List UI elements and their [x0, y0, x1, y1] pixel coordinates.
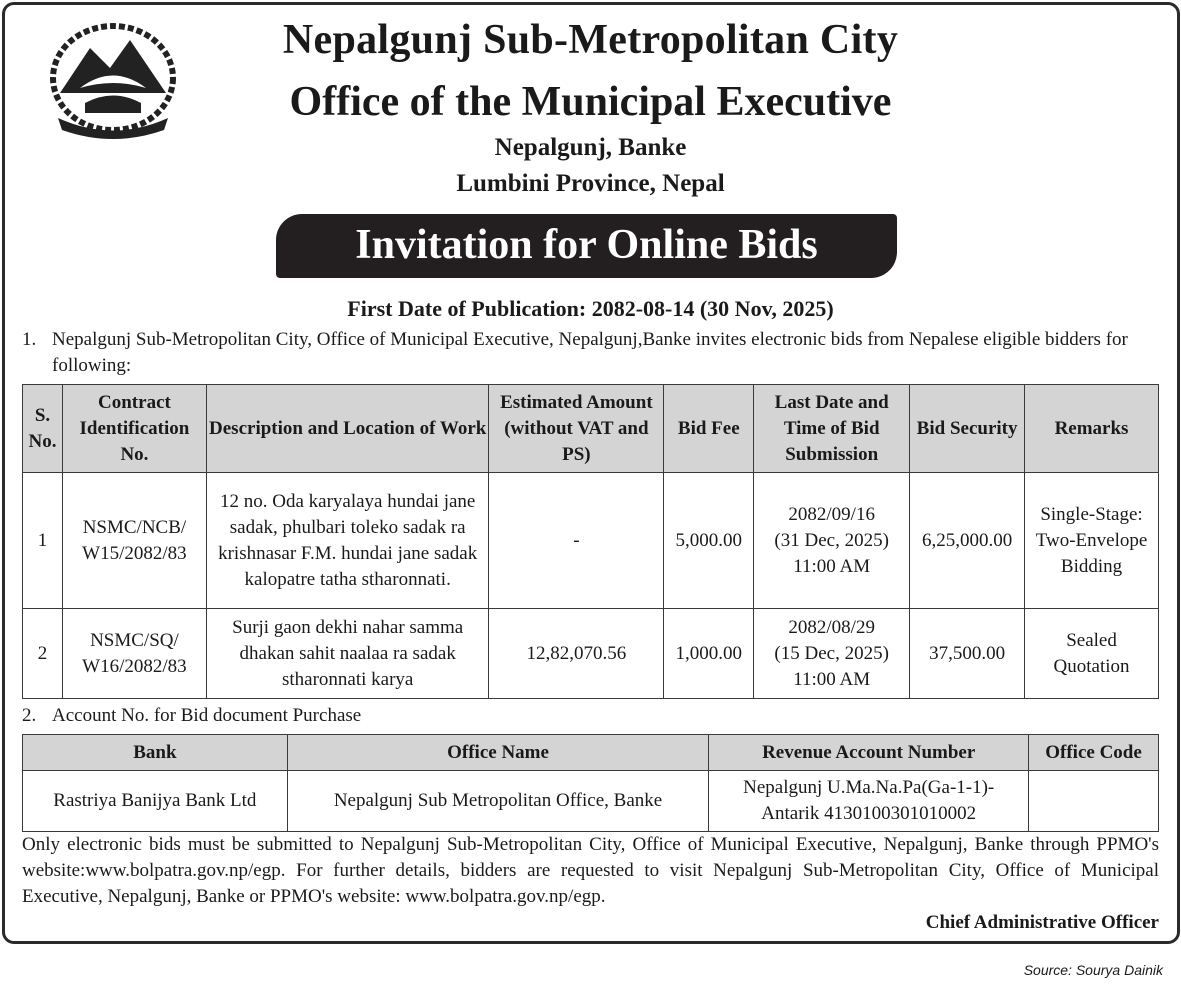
time: 11:00 AM [793, 668, 871, 690]
office-subtitle: Office of the Municipal Executive [289, 79, 892, 125]
intro-number: 1. [22, 329, 37, 350]
cell-remarks: Sealed Quotation [1025, 609, 1159, 699]
cell-fee: 5,000.00 [664, 473, 754, 609]
header-sn: S. No. [23, 385, 63, 473]
table-row [23, 609, 1159, 699]
account-table [22, 734, 1159, 832]
header-contract-id: Contract Identification No. [62, 385, 206, 473]
cell-contract-id: NSMC/NCB/ W15/2082/83 [62, 473, 206, 609]
header-revenue-account: Revenue Account Number [709, 735, 1029, 771]
cell-security: 6,25,000.00 [910, 473, 1025, 609]
header-description: Description and Location of Work [206, 385, 489, 473]
footer-paragraph: Only electronic bids must be submitted to Nepalgunj Sub-Metropolitan City, Office of Municipal Executive, Nepalgunj, Banke through PPMO's website:www.bolpatra.gov.np/egp. For further details, bidders are requested to visit Nepalgunj Sub-Metropolitan City, Office of Municipal Executive, Nepalgunj, Banke or PPMO's website: www.bolpatra.gov.np/egp. [22, 834, 1159, 907]
cell-bank: Rastriya Banijya Bank Ltd [23, 771, 288, 832]
header-office-code: Office Code [1029, 735, 1159, 771]
date-en: (15 Dec, 2025) [774, 642, 889, 664]
publication-date: First Date of Publication: 2082-08-14 (30 Nov, 2025) [347, 296, 834, 321]
table-row [23, 473, 1159, 609]
header-office-name: Office Name [287, 735, 709, 771]
cell-remarks: Single-Stage: Two-Envelope Bidding [1025, 473, 1159, 609]
header-last-date: Last Date and Time of Bid Submission [754, 385, 910, 473]
account-line-1: Nepalgunj U.Ma.Na.Pa(Ga-1-1)- [743, 777, 995, 798]
cell-fee: 1,000.00 [664, 609, 754, 699]
cell-description: 12 no. Oda karyalaya hundai jane sadak, phulbari toleko sadak ra krishnasar F.M. hundai jane sadak kalopatre tatha stharonnati. [206, 473, 489, 609]
office-title: Nepalgunj Sub-Metropolitan City [282, 17, 899, 63]
intro-paragraph [22, 327, 1162, 379]
time: 11:00 AM [793, 555, 871, 577]
account-heading [22, 703, 1162, 729]
table-header-row [23, 385, 1159, 473]
date-np: 2082/08/29 [788, 616, 875, 638]
signatory: Chief Administrative Officer [925, 912, 1159, 933]
cell-last-date [754, 473, 910, 609]
cell-office-name: Nepalgunj Sub Metropolitan Office, Banke [287, 771, 709, 832]
cell-amount: 12,82,070.56 [489, 609, 664, 699]
cell-sn: 2 [23, 609, 63, 699]
header-estimated-amount: Estimated Amount (without VAT and PS) [489, 385, 664, 473]
cell-security: 37,500.00 [910, 609, 1025, 699]
header-bid-security: Bid Security [910, 385, 1025, 473]
cell-last-date [754, 609, 910, 699]
cell-office-code [1029, 771, 1159, 832]
source-credit: Source: Sourya Dainik [1023, 962, 1163, 978]
account-title: Account No. for Bid document Purchase [52, 705, 362, 726]
table-row [23, 771, 1159, 832]
cell-contract-id: NSMC/SQ/ W16/2082/83 [62, 609, 206, 699]
cell-description: Surji gaon dekhi nahar samma dhakan sahit naalaa ra sadak stharonnati karya [206, 609, 489, 699]
office-address: Nepalgunj, Banke [494, 134, 687, 161]
header-bank: Bank [23, 735, 288, 771]
header-bid-fee: Bid Fee [664, 385, 754, 473]
notice-banner: Invitation for Online Bids [276, 214, 897, 278]
header-remarks: Remarks [1025, 385, 1159, 473]
account-number: 2. [22, 705, 37, 726]
cell-amount: - [489, 473, 664, 609]
office-province: Lumbini Province, Nepal [456, 170, 725, 197]
date-en: (31 Dec, 2025) [774, 529, 889, 551]
cell-sn: 1 [23, 473, 63, 609]
intro-text: Nepalgunj Sub-Metropolitan City, Office of Municipal Executive, Nepalgunj,Banke invites electronic bids from Nepalese eligible bidders for following: [52, 329, 1128, 376]
table-header-row [23, 735, 1159, 771]
date-np: 2082/09/16 [788, 503, 875, 525]
account-line-2: Antarik 4130100301010002 [761, 803, 977, 824]
bids-table [22, 384, 1159, 699]
cell-revenue-account [709, 771, 1029, 832]
